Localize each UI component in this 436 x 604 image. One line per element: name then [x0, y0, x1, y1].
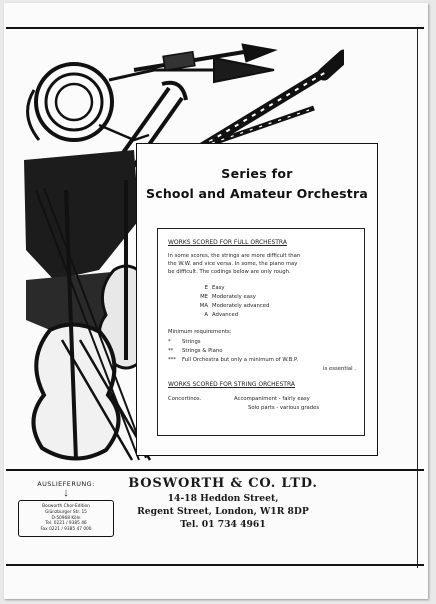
grade-row	[168, 285, 358, 293]
concertinos-label: Concertinos.	[168, 396, 202, 402]
solo-parts-grade: Solo parts - various grades	[248, 405, 320, 411]
string-orchestra-heading: WORKS SCORED FOR STRING ORCHESTRA	[168, 381, 295, 388]
distributor-stamp	[18, 480, 114, 537]
full-orchestra-intro-line2: the W.W. and vice versa. In some, the piano may	[168, 261, 298, 267]
series-title-line2: School and Amateur Orchestra	[146, 186, 368, 201]
full-orchestra-intro-line1: In some scores, the strings are more difficult than	[168, 253, 301, 259]
requirement-code: *	[168, 339, 171, 345]
dealer-line: D-50968 Köln	[51, 515, 81, 521]
grade-row	[168, 294, 358, 302]
grade-code: ME	[200, 294, 208, 300]
dealer-line: Fax 0221 / 9385 47 000	[40, 527, 92, 533]
requirement-note: is essential .	[323, 366, 356, 372]
down-arrow-icon: ↓	[63, 487, 69, 499]
right-edge-line	[417, 28, 418, 568]
grade-label: Moderately easy	[212, 294, 256, 300]
grade-row	[168, 303, 358, 311]
dealer-line: Tel. 0221 / 9385 46	[45, 521, 87, 527]
full-orchestra-intro-line3: be difficult. The codings below are only rough.	[168, 269, 291, 275]
requirement-label: Full Orchestra but only a minimum of W.B.P.	[182, 357, 299, 363]
requirement-label: Strings & Piano	[182, 348, 223, 354]
bottom-rule-upper	[6, 469, 424, 471]
series-info-panel	[136, 143, 378, 456]
bottom-rule-lower	[6, 564, 424, 566]
grade-code: MA	[199, 303, 208, 309]
requirement-code: ***	[168, 357, 176, 363]
requirement-row	[168, 339, 360, 347]
grade-code: A	[204, 312, 208, 318]
grade-code: E	[204, 285, 208, 291]
grade-label: Easy	[212, 285, 225, 291]
minimum-requirements-heading: Minimum requirements:	[168, 329, 232, 335]
series-title-line1: Series for	[221, 166, 293, 181]
concertinos-row	[168, 396, 358, 404]
publisher-address-line2: Regent Street, London, W1R 8DP	[137, 506, 309, 517]
full-orchestra-heading: WORKS SCORED FOR FULL ORCHESTRA	[168, 239, 287, 246]
dealer-line: Glünzburger Str. 15	[45, 509, 87, 515]
accompaniment-grade: Accompaniment - fairly easy	[234, 396, 310, 402]
requirement-label: Strings	[182, 339, 201, 345]
publisher-address-line1: 14-18 Heddon Street,	[167, 493, 279, 504]
grading-key-box	[157, 228, 365, 436]
requirement-code: **	[168, 348, 174, 354]
dealer-address-box	[18, 500, 114, 537]
requirement-row	[168, 348, 360, 356]
grade-row	[168, 312, 358, 320]
publisher-name: BOSWORTH & CO. LTD.	[128, 476, 318, 491]
requirement-row	[168, 357, 360, 365]
grade-label: Moderately advanced	[212, 303, 270, 309]
dealer-line: Bosworth Chor-Edition	[42, 504, 90, 509]
grade-label: Advanced	[212, 312, 239, 318]
top-rule	[6, 27, 424, 29]
publisher-imprint	[118, 476, 328, 530]
distributor-label: AUSLIEFERUNG:	[37, 480, 95, 488]
publisher-phone: Tel. 01 734 4961	[180, 519, 266, 530]
